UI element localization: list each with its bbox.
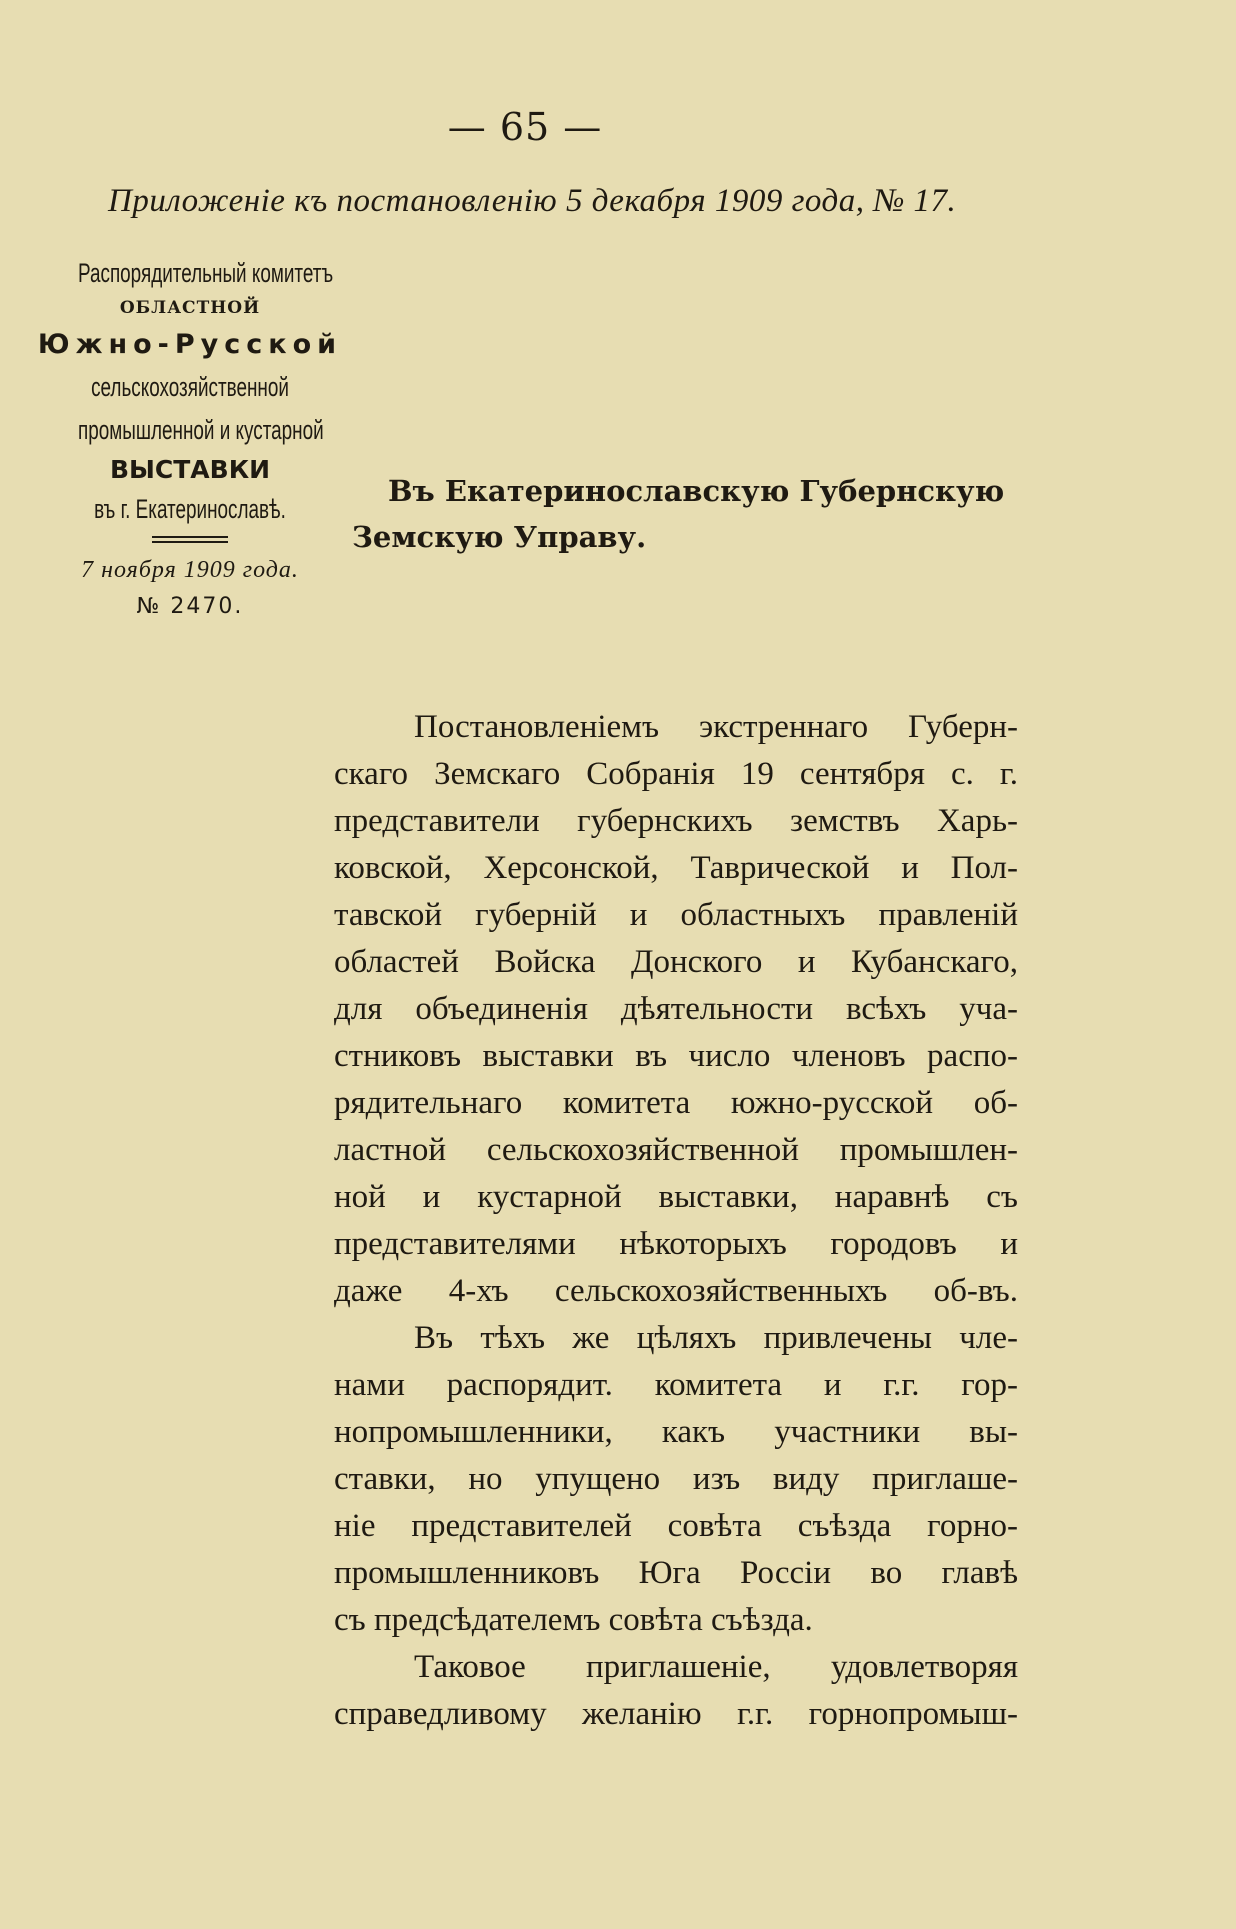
text-line: ковской, Херсонской, Таврической и Пол- — [334, 850, 1018, 886]
text-line: даже 4-хъ сельскохозяйственныхъ об-въ. — [334, 1273, 1018, 1309]
letterhead-exhibition: ВЫСТАВКИ — [109, 454, 271, 484]
text-line: Постановленіемъ экстреннаго Губерн- — [414, 709, 1018, 745]
letter-date: 7 ноября 1909 года. — [81, 556, 299, 583]
text-line: тавской губерній и областныхъ правленій — [334, 897, 1018, 933]
text-line: областей Войска Донского и Кубанскаго, — [334, 944, 1018, 980]
text-line: ставки, но упущено изъ виду приглаше- — [334, 1461, 1018, 1497]
letterhead-committee: Распорядительный комитетъ — [78, 258, 334, 288]
text-line: представители губернскихъ земствъ Харь- — [334, 803, 1018, 839]
appendix-heading: Приложеніе къ постановленію 5 декабря 1909 года, № 17. — [108, 183, 957, 219]
letterhead-regional: ОБЛАСТНОЙ — [119, 298, 261, 319]
letterhead-south-russian: Южно-Русской — [37, 328, 343, 360]
addressee-line-1: Въ Екатеринославскую Губернскую — [388, 474, 1005, 508]
letterhead-agricultural: сельскохозяйственной — [91, 371, 289, 402]
addressee-line-2: Земскую Управу. — [352, 520, 647, 554]
text-line: нами распорядит. комитета и г.г. гор- — [334, 1367, 1018, 1403]
text-line: ной и кустарной выставки, наравнѣ съ — [334, 1179, 1018, 1215]
text-line: стниковъ выставки въ число членовъ распо- — [334, 1038, 1018, 1074]
text-line: рядительнаго комитета южно-русской об- — [334, 1085, 1018, 1121]
text-line: Въ тѣхъ же цѣляхъ привлечены чле- — [414, 1320, 1018, 1356]
letterhead-city: въ г. Екатеринославѣ. — [94, 494, 286, 525]
text-line: ніе представителей совѣта съѣзда горно- — [334, 1508, 1018, 1544]
text-line: ластной сельскохозяйственной промышлен- — [334, 1132, 1018, 1168]
addressee — [352, 468, 1032, 560]
paragraph-1 — [334, 704, 1018, 1315]
paragraph-2 — [334, 1315, 1018, 1644]
text-line: для объединенія дѣятельности всѣхъ уча- — [334, 991, 1018, 1027]
text-line: Таковое приглашеніе, удовлетворяя — [414, 1649, 1018, 1685]
text-line: справедливому желанію г.г. горнопромыш- — [334, 1696, 1018, 1732]
text-line: представителями нѣкоторыхъ городовъ и — [334, 1226, 1018, 1262]
letter-number: № 2470. — [136, 594, 244, 620]
text-line: нопромышленники, какъ участники вы- — [334, 1414, 1018, 1450]
text-line: скаго Земскаго Собранія 19 сентября с. г. — [334, 756, 1018, 792]
letterhead — [30, 258, 350, 619]
letterhead-industrial: промышленной и кустарной — [78, 414, 324, 445]
text-line: промышленниковъ Юга Россіи во главѣ — [334, 1555, 1018, 1591]
letter-body — [334, 704, 1018, 1738]
page-number: — 65 — — [447, 105, 603, 149]
text-line: съ предсѣдателемъ совѣта съѣзда. — [334, 1602, 813, 1638]
letterhead-divider — [152, 536, 228, 543]
paragraph-3 — [334, 1644, 1018, 1738]
